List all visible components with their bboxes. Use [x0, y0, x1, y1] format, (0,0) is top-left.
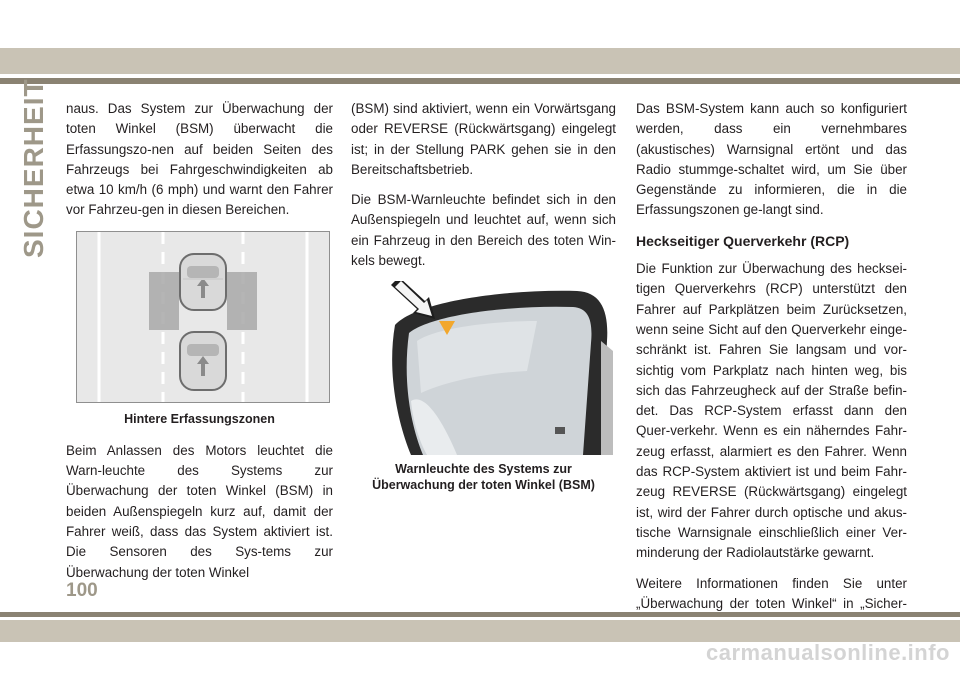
header-rule	[0, 78, 960, 84]
col3-paragraph-3: Weitere Informationen finden Sie unter „Überwachung der toten Winkel“ in „Sicher-	[636, 575, 907, 611]
watermark: carmanualsonline.info	[706, 640, 950, 665]
header-bar	[0, 48, 960, 74]
col2-paragraph-2: Die BSM-Warnleuchte befindet sich in den Außenspiegeln und leuchtet auf, wenn sich ein Fahrzeug in den Bereich des toten Win-kels bewegt.	[351, 192, 616, 269]
header-band	[0, 0, 960, 84]
col1-paragraph-1: naus. Das System zur Überwachung der toten Winkel (BSM) überwacht die Erfassungszo-nen auf beiden Seiten des Fahrzeugs bei Fahrgeschwindigkeiten ab etwa 10 km/h (6 mph) und warnt den Fahrer vor Fahrzeu-gen in diesen Bereichen.	[66, 101, 333, 218]
section-title: SICHERHEIT	[18, 78, 49, 258]
column-2	[351, 99, 616, 507]
col2-paragraph-1: (BSM) sind aktiviert, wenn ein Vorwärtsgang oder REVERSE (Rückwärtsgang) eingelegt ist; in der Stellung PARK gehen sie in den Bereitschaftsbetrieb.	[351, 101, 616, 177]
blind-spot-zones-diagram-icon	[76, 231, 330, 403]
footer-rule	[0, 612, 960, 617]
rcp-heading: Heckseitiger Querverkehr (RCP)	[636, 232, 850, 249]
figure-2-caption	[351, 461, 616, 493]
col3-paragraph-1: Das BSM-System kann auch so konfiguriert werden, dass ein vernehmbares (akustisches) Warnsignal ertönt und das Radio stummge-schaltet wird, um Sie über Gegenstände zu informieren, die in die Erfassungszonen ge-langt sind.	[636, 101, 907, 218]
col3-paragraph-2: Die Funktion zur Überwachung des hecksei-tigen Querverkehrs (RCP) unterstützt den Fahrer auf Parkplätzen beim Zurücksetzen, wenn seine Sicht auf den Querverkehr einge-schränkt ist. Fahren Sie langsam und vor-sichtig vom Parkplatz nach hinten weg, bis sich das Fahrzeugheck auf der Straße befin-det. Das RCP-System erfasst dann den Quer-verkehr. Wenn es ein näherndes Fahr-zeug erfasst, alarmiert es den Fahrer. Wenn das RCP-System aktiviert ist und beim Fahr-zeug REVERSE (Rückwärtsgang) eingelegt ist, wird der Fahrer durch optische und akus-tische Warnsignale einschließlich einer Ver-minderung der Radiolautstärke gewarnt.	[636, 261, 907, 561]
page-number: 100	[66, 580, 98, 601]
figure-2-caption-line-1: Warnleuchte des Systems zur	[395, 462, 572, 477]
footer-bar	[0, 620, 960, 642]
col1-paragraph-2: Beim Anlassen des Motors leuchtet die Warn-leuchte des Systems zur Überwachung der toten Winkel (BSM) in beiden Außenspiegeln kurz auf, damit der Fahrer weiß, dass das System aktiviert ist. Die Sensoren des Sys-tems zur Überwachung der toten Winkel	[66, 442, 333, 580]
column-1	[66, 99, 333, 593]
figure-2-caption-line-2: Überwachung der toten Winkel (BSM)	[372, 478, 595, 493]
side-mirror-warning-light-icon	[387, 281, 613, 455]
column-3	[636, 99, 907, 644]
figure-1-caption: Hintere Erfassungszonen	[124, 411, 275, 426]
